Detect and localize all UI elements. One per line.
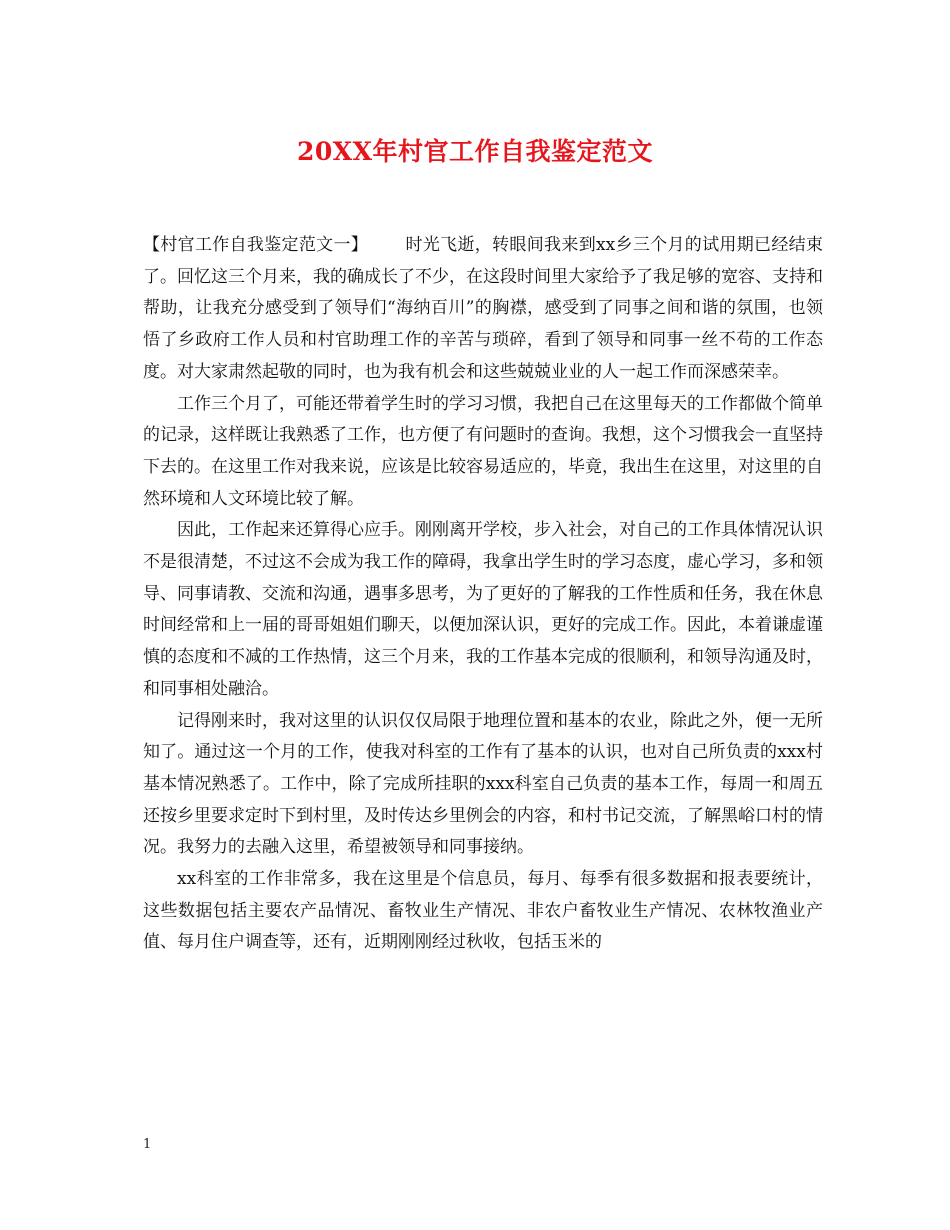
page-number: 1 bbox=[143, 1137, 152, 1152]
paragraph-5: xx科室的工作非常多，我在这里是个信息员，每月、每季有很多数据和报表要统计，这些数据包括主要农产品情况、畜牧业生产情况、非农户畜牧业生产情况、农林牧渔业产值、每月住户调查等，还有，近期刚刚经过秋收，包括玉米的 bbox=[143, 869, 823, 953]
paragraph-2: 工作三个月了，可能还带着学生时的学习习惯，我把自己在这里每天的工作都做个简单的记录，这样既让我熟悉了工作，也方便了有问题时的查询。我想，这个习惯我会一直坚持下去的。在这里工作对我来说，应该是比较容易适应的，毕竟，我出生在这里，对这里的自然环境和人文环境比较了解。 bbox=[143, 393, 823, 509]
paragraph-1 bbox=[143, 230, 823, 389]
document-title: 20XX年村官工作自我鉴定范文 bbox=[296, 137, 654, 166]
document-body bbox=[143, 230, 823, 959]
paragraph-1-text: 时光飞逝，转眼间我来到xx乡三个月的试用期已经结束了。回忆这三个月来，我的确成长了不少，在这段时间里大家给予了我足够的宽容、支持和帮助，让我充分感受到了领导们“海纳百川”的胸襟，感受到了同事之间和谐的氛围，也领悟了乡政府工作人员和村官助理工作的辛苦与琐碎，看到了领导和同事一丝不苟的工作态度。对大家肃然起敬的同时，也为我有机会和这些兢兢业业的人一起工作而深感荣幸。 bbox=[143, 235, 823, 382]
paragraph-3: 因此，工作起来还算得心应手。刚刚离开学校，步入社会，对自己的工作具体情况认识不是很清楚，不过这不会成为我工作的障碍，我拿出学生时的学习态度，虚心学习，多和领导、同事请教、交流和沟通，遇事多思考，为了更好的了解我的工作性质和任务，我在休息时间经常和上一届的哥哥姐姐们聊天，以便加深认识，更好的完成工作。因此，本着谦虚谨慎的态度和不减的工作热情，这三个月来，我的工作基本完成的很顺利，和领导沟通及时，和同事相处融洽。 bbox=[143, 520, 823, 699]
paragraph-4: 记得刚来时，我对这里的认识仅仅局限于地理位置和基本的农业，除此之外，便一无所知了。通过这一个月的工作，使我对科室的工作有了基本的认识，也对自己所负责的xxx村基本情况熟悉了。工作中，除了完成所挂职的xxx科室自己负责的基本工作，每周一和周五还按乡里要求定时下到村里，及时传达乡里例会的内容，和村书记交流，了解黑峪口村的情况。我努力的去融入这里，希望被领导和同事接纳。 bbox=[143, 710, 823, 858]
section-heading: 【村官工作自我鉴定范文一】 bbox=[143, 235, 369, 255]
